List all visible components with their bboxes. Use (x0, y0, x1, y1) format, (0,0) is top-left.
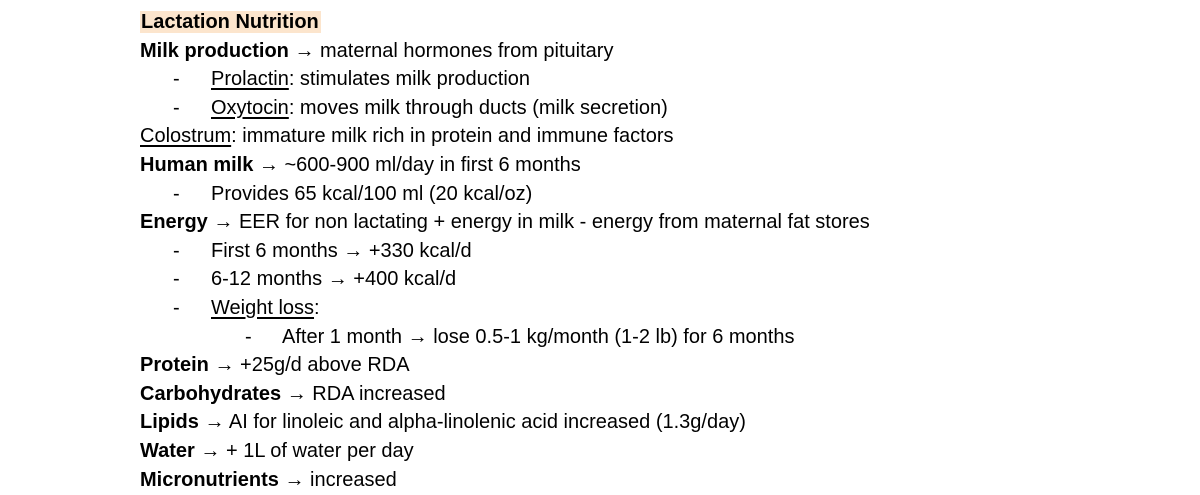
milk-production-term: Milk production (140, 39, 289, 62)
title-line (140, 8, 1180, 37)
weight-loss-suffix: : (314, 296, 320, 319)
arrow-glyph: → (214, 354, 235, 377)
micronutrients-text: increased (310, 468, 397, 491)
colostrum-term: Colostrum (140, 125, 232, 148)
prolactin-term: Prolactin (211, 68, 289, 91)
oxytocin-term: Oxytocin (211, 96, 289, 119)
energy-term: Energy (140, 211, 208, 234)
bullet-dash: - (173, 268, 180, 291)
bullet-dash: - (173, 68, 180, 91)
bullet-dash: - (173, 239, 180, 262)
human-milk-calories-text: Provides 65 kcal/100 ml (20 kcal/oz) (211, 182, 533, 205)
list-item-human-milk-calories (140, 180, 1180, 209)
colostrum-text: : immature milk rich in protein and immune factors (231, 125, 674, 148)
arrow-glyph: → (284, 468, 305, 491)
arrow-glyph: → (286, 382, 307, 405)
arrow-glyph: → (343, 239, 364, 262)
list-item-prolactin (140, 65, 1180, 94)
bullet-dash: - (173, 182, 180, 205)
energy-text: EER for non lactating + energy in milk - energy from maternal fat stores (238, 211, 870, 234)
list-item-weight-loss-detail (140, 323, 1180, 352)
micronutrients-line (140, 466, 1180, 495)
list-item-oxytocin (140, 94, 1180, 123)
bullet-dash: - (245, 325, 252, 348)
arrow-glyph: → (200, 439, 221, 462)
arrow-glyph: → (204, 411, 225, 434)
list-item-weight-loss (140, 294, 1180, 323)
protein-line (140, 351, 1180, 380)
weight-loss-detail-post: lose 0.5-1 kg/month (1-2 lb) for 6 months (433, 325, 795, 348)
energy-first-6-months-pre: First 6 months (211, 239, 338, 262)
bullet-dash: - (173, 296, 180, 319)
list-item-energy-6-12-months (140, 265, 1180, 294)
carbohydrates-text: RDA increased (312, 382, 446, 405)
arrow-glyph: → (294, 39, 315, 62)
water-line (140, 437, 1180, 466)
human-milk-term: Human milk (140, 153, 254, 176)
weight-loss-detail-pre: After 1 month (282, 325, 403, 348)
list-item-energy-first-6-months (140, 237, 1180, 266)
water-text: + 1L of water per day (225, 439, 414, 462)
carbohydrates-term: Carbohydrates (140, 382, 282, 405)
prolactin-text: : stimulates milk production (288, 68, 531, 91)
water-term: Water (140, 439, 195, 462)
protein-term: Protein (140, 354, 209, 377)
bullet-dash: - (173, 96, 180, 119)
energy-line (140, 208, 1180, 237)
human-milk-text: ~600-900 ml/day in first 6 months (284, 153, 581, 176)
micronutrients-term: Micronutrients (140, 468, 279, 491)
arrow-glyph: → (258, 153, 279, 176)
lipids-term: Lipids (140, 411, 199, 434)
lipids-text: AI for linoleic and alpha-linolenic acid increased (1.3g/day) (228, 411, 746, 434)
energy-6-12-months-pre: 6-12 months (211, 268, 323, 291)
milk-production-line (140, 37, 1180, 66)
protein-text: +25g/d above RDA (240, 354, 410, 377)
lipids-line (140, 408, 1180, 437)
page-title: Lactation Nutrition (141, 11, 319, 33)
human-milk-line (140, 151, 1180, 180)
energy-6-12-months-post: +400 kcal/d (353, 268, 457, 291)
energy-first-6-months-post: +330 kcal/d (368, 239, 472, 262)
arrow-glyph: → (327, 268, 348, 291)
milk-production-text: maternal hormones from pituitary (320, 39, 614, 62)
weight-loss-term: Weight loss (211, 296, 315, 319)
oxytocin-text: : moves milk through ducts (milk secretion) (288, 96, 668, 119)
document-body (140, 8, 1180, 494)
arrow-glyph: → (407, 325, 428, 348)
colostrum-line (140, 122, 1180, 151)
carbohydrates-line (140, 380, 1180, 409)
arrow-glyph: → (213, 211, 234, 234)
